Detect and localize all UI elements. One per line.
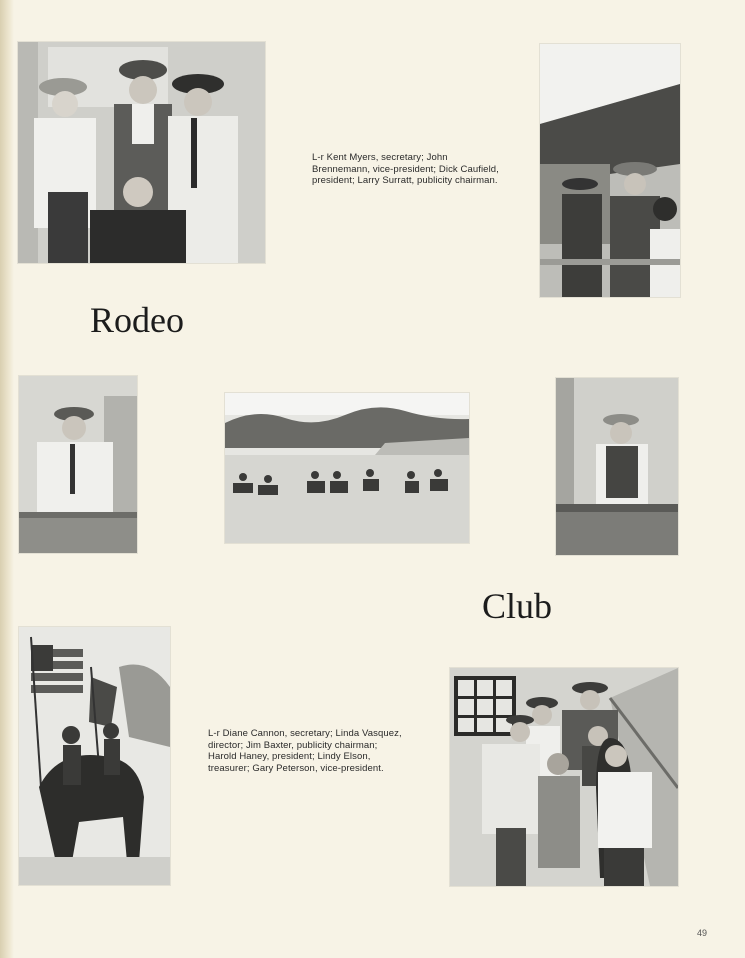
arena-spectators-photo (540, 44, 680, 297)
officers-group-photo (18, 42, 265, 263)
officers-stairs-photo (450, 668, 678, 886)
title-rodeo: Rodeo (90, 300, 184, 340)
top-caption: L-r Kent Myers, secretary; John Brennemann, vice-president; Dick Caufield, president; Larry Surratt, publicity chairman. (312, 152, 499, 186)
flag-riders-photo (19, 627, 170, 885)
officer-rail-photo (556, 378, 678, 555)
title-club: Club (482, 586, 553, 626)
arena-riders-photo (225, 393, 469, 543)
page-binding-edge (0, 0, 14, 958)
page-number: 49 (697, 928, 708, 938)
bottom-caption: L-r Diane Cannon, secretary; Linda Vasquez, director; Jim Baxter, publicity chairman; Harold Haney, president; Lindy Elson, treasurer; Gary Peterson, vice-president. (208, 728, 402, 774)
officer-podium-photo (19, 376, 137, 553)
